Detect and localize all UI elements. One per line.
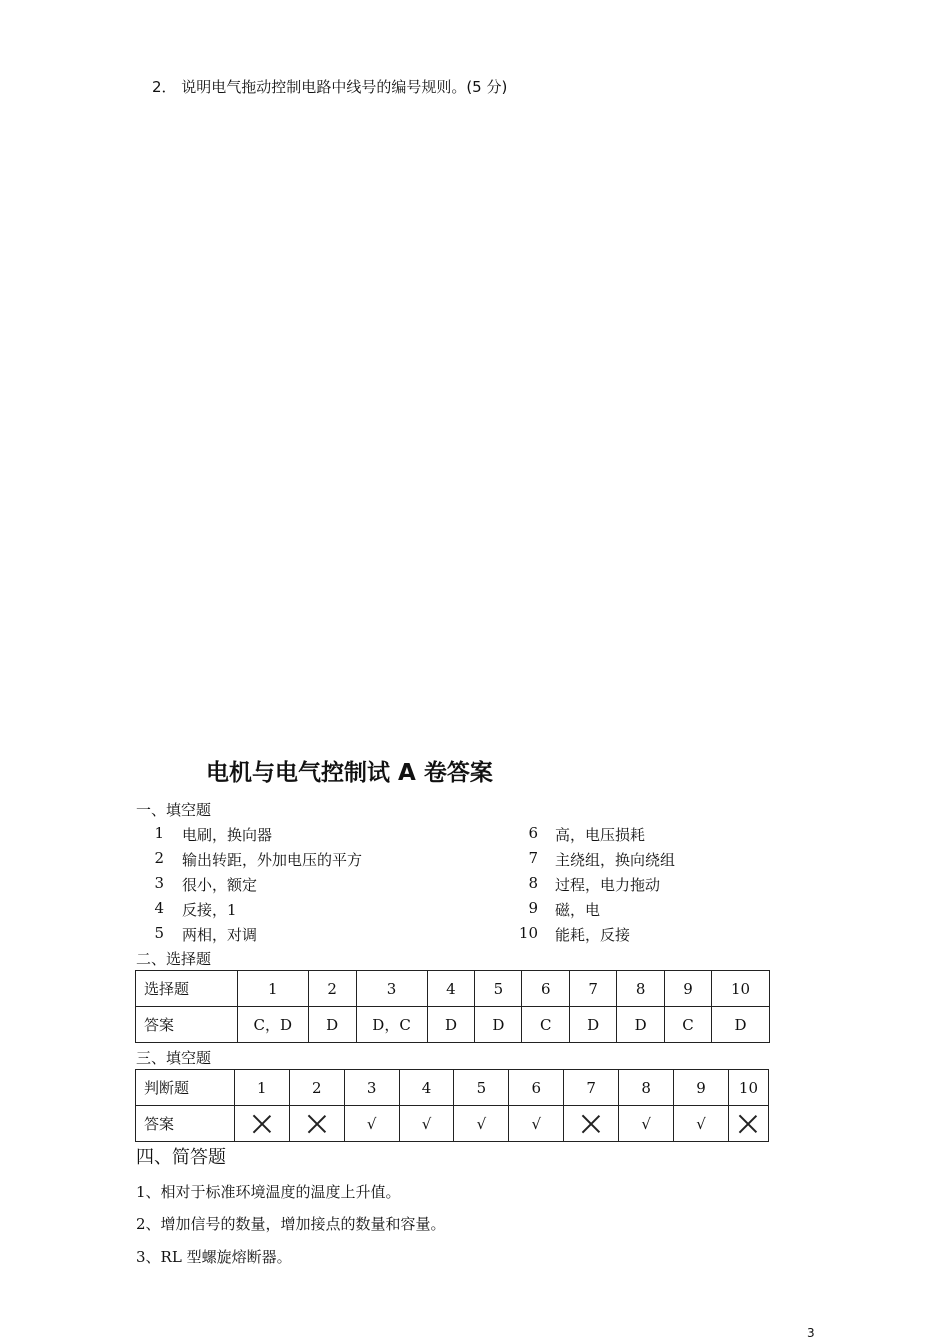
cross-icon (253, 1115, 271, 1133)
table-cell: D (617, 1007, 665, 1043)
table-cell: C (522, 1007, 570, 1043)
item-answer: 两相，对调 (182, 926, 258, 944)
table-row (136, 1106, 769, 1142)
table-cell: D (427, 1007, 475, 1043)
table-cell: 4 (427, 971, 475, 1007)
table-cell: 3 (344, 1070, 399, 1106)
table-cell: 1 (237, 971, 308, 1007)
item-answer: 能耗，反接 (555, 926, 631, 944)
cross-icon (308, 1115, 326, 1133)
table-cell: 9 (665, 971, 712, 1007)
item-number: 2 (154, 849, 164, 867)
item-answer: 很小，额定 (182, 876, 258, 894)
table-cell: 5 (454, 1070, 509, 1106)
row-header: 判断题 (136, 1070, 235, 1106)
table-cell: 3 (356, 971, 427, 1007)
table-cell: √ (619, 1106, 674, 1142)
table-cell: √ (674, 1106, 729, 1142)
table-cell: D (308, 1007, 356, 1043)
item-answer: 输出转距，外加电压的平方 (182, 851, 363, 869)
table-cell: 8 (617, 971, 665, 1007)
table-cell: 10 (711, 971, 769, 1007)
section2-heading: 二、选择题 (136, 950, 212, 968)
item-number: 5 (154, 924, 164, 942)
table-cell: 1 (234, 1070, 289, 1106)
item-number: 6 (528, 824, 538, 842)
table-row (136, 1070, 769, 1106)
question-2: 2． 说明电气拖动控制电路中线号的编号规则。(5 分) (152, 78, 508, 96)
cross-icon (739, 1115, 757, 1133)
table-cell: 6 (509, 1070, 564, 1106)
table-cell (728, 1106, 768, 1142)
table-cell: √ (509, 1106, 564, 1142)
item-number: 9 (528, 899, 538, 917)
section3-heading: 三、填空题 (136, 1049, 212, 1067)
table-row (136, 1007, 770, 1043)
table-cell: C，D (237, 1007, 308, 1043)
table-cell: D，C (356, 1007, 427, 1043)
table-row (136, 971, 770, 1007)
table-cell: √ (399, 1106, 454, 1142)
table-cell: D (570, 1007, 617, 1043)
table-cell: D (711, 1007, 769, 1043)
item-number: 10 (518, 924, 538, 942)
table-cell: 4 (399, 1070, 454, 1106)
row-header: 选择题 (136, 971, 238, 1007)
item-number: 1 (154, 824, 164, 842)
item-answer: 磁，电 (555, 901, 601, 919)
answer-title: 电机与电气控制试 A 卷答案 (206, 760, 493, 786)
table-cell: 6 (522, 971, 570, 1007)
table-cell (234, 1106, 289, 1142)
section1-heading: 一、填空题 (136, 801, 212, 819)
judge-answer-table (135, 1069, 769, 1142)
page-number: 3 (807, 1326, 815, 1340)
item-answer: 过程，电力拖动 (555, 876, 661, 894)
table-cell: 8 (619, 1070, 674, 1106)
item-answer: 反接，1 (182, 901, 237, 919)
table-cell: 9 (674, 1070, 729, 1106)
table-cell (289, 1106, 344, 1142)
item-number: 7 (528, 849, 538, 867)
row-header: 答案 (136, 1007, 238, 1043)
choice-answer-table (135, 970, 770, 1043)
table-cell: 10 (728, 1070, 768, 1106)
table-cell: √ (344, 1106, 399, 1142)
table-cell: 2 (308, 971, 356, 1007)
table-cell (564, 1106, 619, 1142)
item-number: 3 (154, 874, 164, 892)
table-cell: 7 (570, 971, 617, 1007)
item-answer: 主绕组，换向绕组 (555, 851, 676, 869)
table-cell: √ (454, 1106, 509, 1142)
cross-icon (582, 1115, 600, 1133)
item-number: 4 (154, 899, 164, 917)
table-cell: C (665, 1007, 712, 1043)
short-answer-1: 1、相对于标准环境温度的温度上升值。 (136, 1183, 401, 1201)
table-cell: D (475, 1007, 522, 1043)
item-number: 8 (528, 874, 538, 892)
row-header: 答案 (136, 1106, 235, 1142)
short-answer-3: 3、RL 型螺旋熔断器。 (136, 1248, 292, 1266)
section4-heading: 四、简答题 (136, 1147, 226, 1168)
item-answer: 电刷，换向器 (182, 826, 273, 844)
table-cell: 2 (289, 1070, 344, 1106)
table-cell: 7 (564, 1070, 619, 1106)
item-answer: 高，电压损耗 (555, 826, 646, 844)
table-cell: 5 (475, 971, 522, 1007)
short-answer-2: 2、增加信号的数量，增加接点的数量和容量。 (136, 1215, 446, 1233)
